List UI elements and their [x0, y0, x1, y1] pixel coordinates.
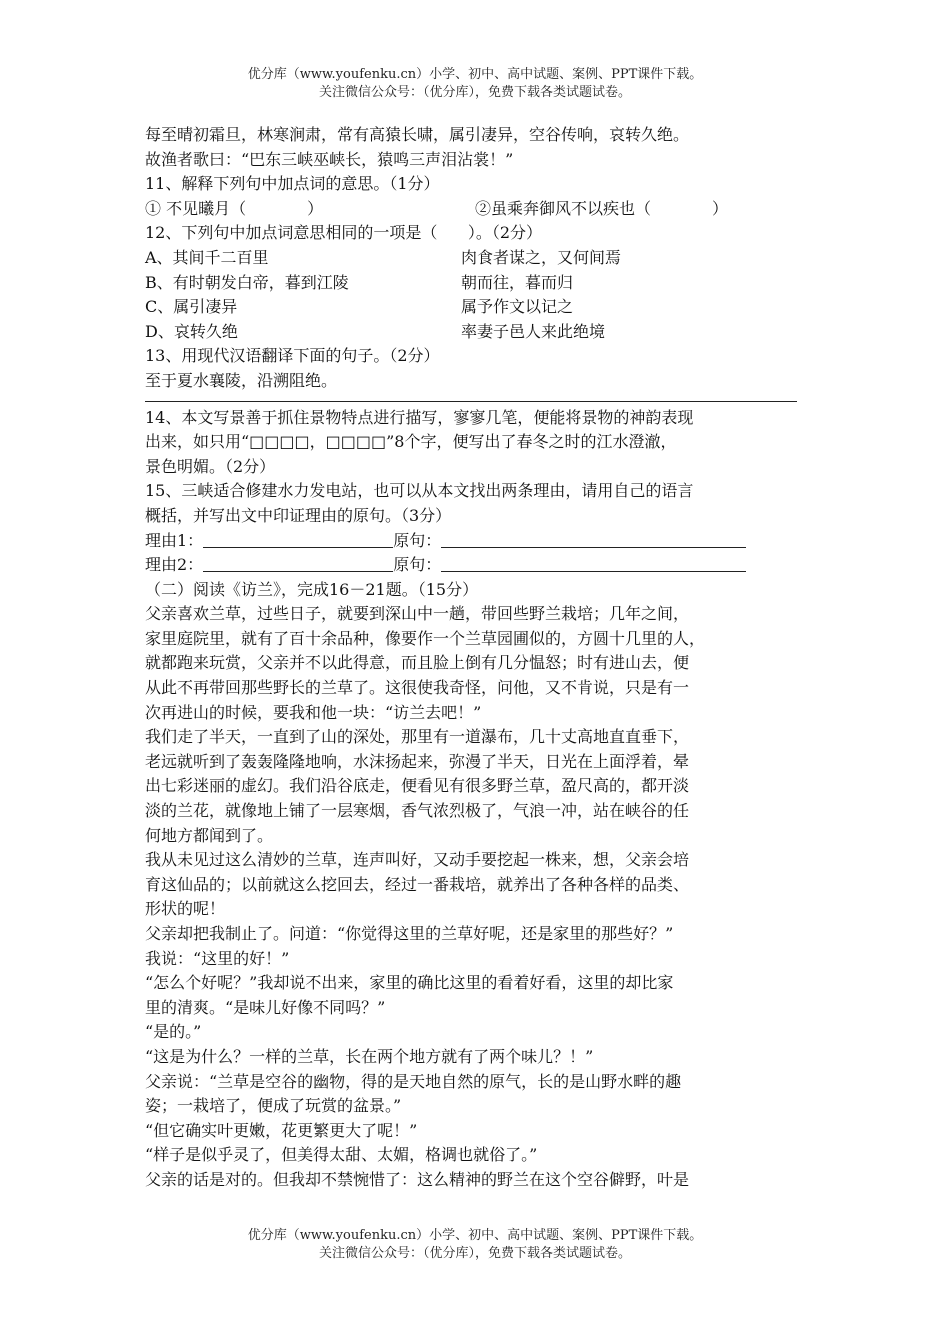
passage-line: 老远就听到了轰轰隆隆地响，水沫扬起来，弥漫了半天，日光在上面浮着，晕 — [145, 751, 690, 771]
question-12-option — [145, 271, 805, 296]
option-left: A、其间千二百里 — [145, 247, 269, 267]
page-header — [0, 66, 950, 102]
header-line-2: 关注微信公众号：（优分库），免费下载各类试题试卷。 — [318, 85, 631, 100]
option-right: 肉食者谋之，又何间焉 — [461, 247, 622, 267]
passage-line: 从此不再带回那些野长的兰草了。这很使我奇怪，问他，又不肯说，只是有一 — [145, 678, 690, 698]
question-11-item-b: ②虽乘奔御风不以疾也（ ） — [475, 198, 729, 218]
question-15-line: 15、三峡适合修建水力发电站，也可以从本文找出两条理由，请用自己的语言 — [145, 481, 694, 501]
question-12-stem: 12、下列句中加点词意思相同的一项是（ ）。（2分） — [145, 223, 543, 243]
passage-line: 父亲说：“兰草是空谷的幽物，得的是天地自然的原气，长的是山野水畔的趣 — [145, 1071, 682, 1091]
original-label: 原句： — [393, 530, 442, 550]
passage-line: “这是为什么？一样的兰草，长在两个地方就有了两个味儿？！” — [145, 1046, 594, 1066]
passage-line: “怎么个好呢？”我却说不出来，家里的确比这里的看着好看，这里的却比家 — [145, 973, 674, 993]
page-footer — [0, 1227, 950, 1263]
original-blank — [441, 529, 746, 548]
passage-line: 姿；一栽培了，便成了玩赏的盆景。” — [145, 1096, 402, 1116]
option-left: C、属引凄异 — [145, 297, 238, 317]
passage-line: 何地方都闻到了。 — [145, 825, 274, 845]
section-2-title: （二）阅读《访兰》，完成16－21题。（15分） — [145, 579, 479, 599]
passage-line: 次再进山的时候，要我和他一块：“访兰去吧！” — [145, 702, 482, 722]
reason-label: 理由1： — [145, 530, 204, 550]
passage-line: 淡的兰花，就像地上铺了一层寒烟，香气浓烈极了，气浪一冲，站在峡谷的任 — [145, 801, 690, 821]
original-blank — [441, 553, 746, 572]
passage-line: 家里庭院里，就有了百十余品种，像要作一个兰草园圃似的，方圆十几里的人， — [145, 628, 706, 648]
question-11-items — [145, 197, 805, 222]
reason-row — [145, 529, 805, 554]
question-14-line: 出来，如只用“□□□□，□□□□”8个字，便写出了春冬之时的江水澄澈， — [145, 432, 677, 452]
answer-line — [145, 401, 797, 402]
passage-line: 父亲却把我制止了。问道：“你觉得这里的兰草好呢，还是家里的那些好？” — [145, 924, 674, 943]
footer-line-2: 关注微信公众号：（优分库），免费下载各类试题试卷。 — [318, 1246, 631, 1261]
question-12-option — [145, 295, 805, 320]
passage-line: “是的。” — [145, 1022, 202, 1042]
option-right: 属予作文以记之 — [461, 297, 574, 317]
question-11-item-a: ① 不见曦月（ ） — [145, 198, 324, 218]
question-11-stem: 11、解释下列句中加点词的意思。（1分） — [145, 174, 440, 194]
option-left: D、哀转久绝 — [145, 321, 238, 341]
original-label: 原句： — [393, 555, 442, 575]
option-right: 率妻子邑人来此绝境 — [461, 321, 606, 341]
footer-line-1: 优分库（www.youfenku.cn）小学、初中、高中试题、案例、PPT课件下载。 — [247, 1228, 703, 1243]
question-13-stem: 13、用现代汉语翻译下面的句子。（2分） — [145, 346, 440, 366]
passage-line: 故渔者歌曰：“巴东三峡巫峡长，猿鸣三声泪沾裳！” — [145, 149, 514, 169]
passage-line: 父亲的话是对的。但我却不禁惋惜了：这么精神的野兰在这个空谷僻野，叶是 — [145, 1169, 690, 1189]
section-2-text — [145, 602, 805, 1192]
passage-line: 我从未见过这么清妙的兰草，连声叫好，又动手要挖起一株来，想，父亲会培 — [145, 850, 690, 870]
question-13-sentence: 至于夏水襄陵，沿溯阻绝。 — [145, 370, 338, 390]
passage-line: 每至晴初霜旦，林寒涧肃，常有高猿长啸，属引凄异，空谷传响，哀转久绝。 — [145, 125, 690, 144]
passage-line: 父亲喜欢兰草，过些日子，就要到深山中一趟，带回些野兰栽培；几年之间， — [145, 604, 690, 624]
question-14-line: 14、本文写景善于抓住景物特点进行描写，寥寥几笔，便能将景物的神韵表现 — [145, 407, 694, 427]
passage-line: 里的清爽。“是味儿好像不同吗？” — [145, 997, 386, 1017]
reason-label: 理由2： — [145, 555, 204, 575]
reason-blank — [203, 553, 393, 572]
option-left: B、有时朝发白帝，暮到江陵 — [145, 272, 349, 292]
passage-line: 我说：“这里的好！” — [145, 948, 290, 968]
header-line-1: 优分库（www.youfenku.cn）小学、初中、高中试题、案例、PPT课件下载。 — [247, 67, 703, 82]
document-body — [145, 123, 805, 1193]
passage-line: 我们走了半天，一直到了山的深处，那里有一道瀑布，几十丈高地直直垂下， — [145, 727, 690, 747]
passage-line: “但它确实叶更嫩，花更繁更大了呢！” — [145, 1120, 418, 1140]
passage-line: 出七彩迷丽的虚幻。我们沿谷底走，便看见有很多野兰草，盈尺高的，都开淡 — [145, 776, 690, 796]
passage-line: “样子是似乎灵了，但美得太甜、太媚，格调也就俗了。” — [145, 1145, 538, 1165]
question-12-option — [145, 246, 805, 271]
passage-line: 形状的呢！ — [145, 899, 226, 919]
passage-line: 就都跑来玩赏，父亲并不以此得意，而且脸上倒有几分愠怒；时有进山去，便 — [145, 653, 690, 673]
passage-line: 育这仙品的；以前就这么挖回去，经过一番栽培，就养出了各种各样的品类、 — [145, 874, 690, 894]
question-14-line: 景色明媚。（2分） — [145, 456, 276, 476]
reason-row — [145, 553, 805, 578]
question-15-line: 概括，并写出文中印证理由的原句。（3分） — [145, 505, 452, 525]
option-right: 朝而往，暮而归 — [461, 272, 574, 292]
reason-blank — [203, 529, 393, 548]
question-12-option — [145, 320, 805, 345]
